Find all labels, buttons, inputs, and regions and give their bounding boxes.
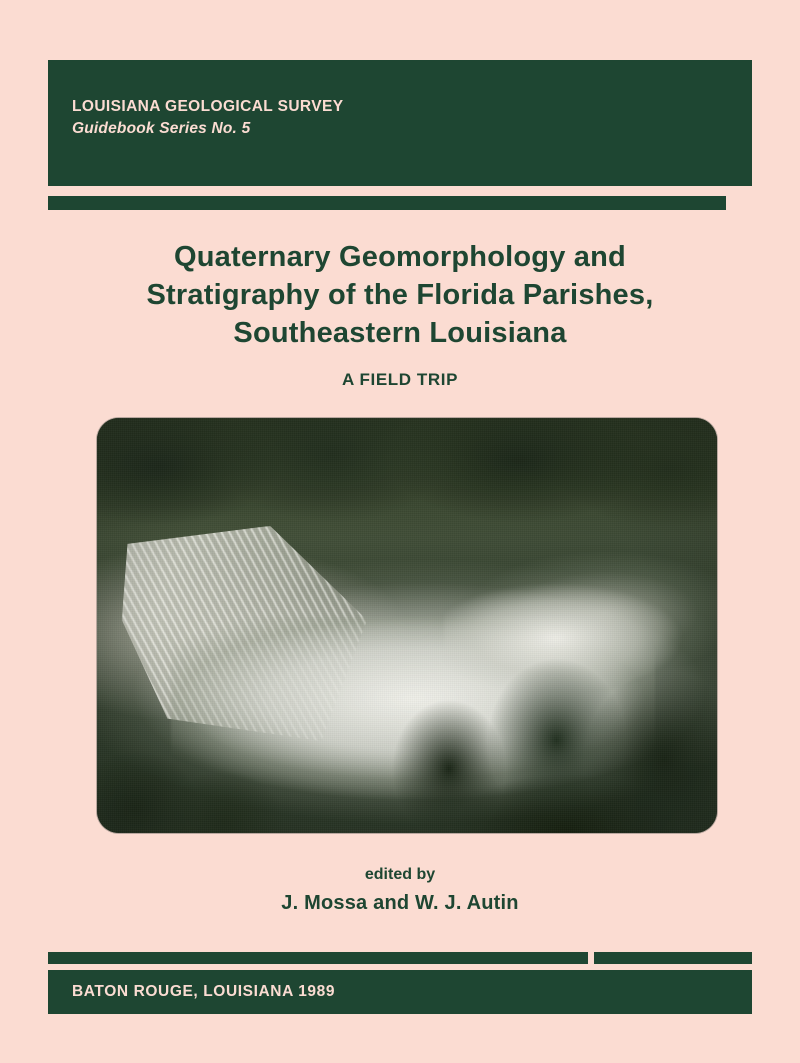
cover-photograph (97, 418, 717, 833)
divider-rule-bottom (48, 952, 752, 964)
editor-names: J. Mossa and W. J. Autin (281, 892, 519, 914)
divider-rule-top (48, 196, 752, 210)
series-number: Guidebook Series No. 5 (72, 120, 251, 137)
title-block (80, 238, 720, 390)
photograph-image (97, 418, 717, 833)
editors-block (80, 866, 720, 915)
imprint-place-year: BATON ROUGE, LOUISIANA 1989 (72, 983, 336, 1000)
page-title-line-2: Stratigraphy of the Florida Parishes, (146, 279, 654, 311)
publisher-organization: LOUISIANA GEOLOGICAL SURVEY (72, 98, 344, 115)
photo-grain (97, 418, 717, 833)
edited-by-label: edited by (364, 866, 436, 883)
top-banner (48, 60, 752, 186)
page-title-line-3: Southeastern Louisiana (233, 317, 567, 349)
bottom-banner (48, 970, 752, 1014)
page-title-line-1: Quaternary Geomorphology and (174, 241, 626, 273)
page-subtitle: A FIELD TRIP (341, 370, 459, 389)
